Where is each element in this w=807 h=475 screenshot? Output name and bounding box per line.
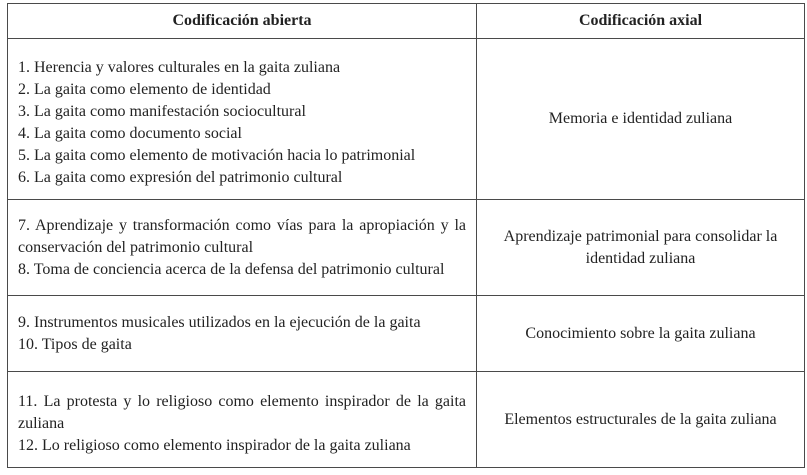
open-coding-cell [8,296,477,372]
open-coding-item: 10. Tipos de gaita [18,335,132,353]
open-coding-item: 8. Toma de conciencia acerca de la defensa del patrimonio cultural [18,260,445,278]
table-row [8,39,805,200]
open-coding-item: 11. La protesta y lo religioso como elemento inspirador de la gaita zuliana [18,392,466,432]
axial-coding-cell: Conocimiento sobre la gaita zuliana [477,296,805,372]
open-coding-item: 1. Herencia y valores culturales en la gaita zuliana [18,59,341,76]
axial-coding-cell: Elementos estructurales de la gaita zuliana [477,372,805,468]
header-open-coding: Codificación abierta [8,4,477,39]
open-coding-item: 6. La gaita como expresión del patrimonio cultural [18,169,343,186]
open-coding-cell [8,39,477,200]
open-coding-item: 9. Instrumentos musicales utilizados en la ejecución de la gaita [18,313,421,331]
open-coding-cell [8,372,477,468]
table-row [8,296,805,372]
coding-table [7,3,805,468]
open-coding-item: 2. La gaita como elemento de identidad [18,81,271,98]
open-coding-item: 3. La gaita como manifestación sociocultural [18,103,306,120]
axial-coding-cell: Aprendizaje patrimonial para consolidar la identidad zuliana [477,200,805,296]
open-coding-cell [8,200,477,296]
open-coding-item: 5. La gaita como elemento de motivación hacia lo patrimonial [18,147,416,164]
open-coding-item: 7. Aprendizaje y transformación como vías para la apropiación y la conservación del patrimonio cultural [18,216,466,256]
axial-coding-cell: Memoria e identidad zuliana [477,39,805,200]
open-coding-item: 12. Lo religioso como elemento inspirador de la gaita zuliana [18,436,411,454]
header-row [8,4,805,39]
open-coding-item: 4. La gaita como documento social [18,125,242,142]
table-row [8,200,805,296]
table-row [8,372,805,468]
header-axial-coding: Codificación axial [477,4,805,39]
